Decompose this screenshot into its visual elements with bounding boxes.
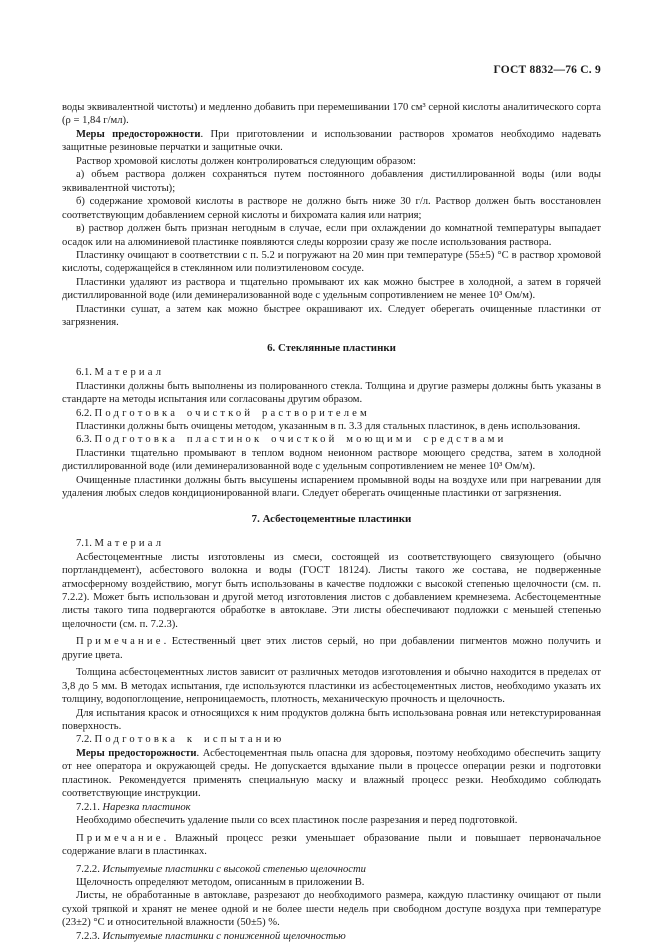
subsection-6-2-heading — [62, 407, 601, 420]
safety-precautions-text: . При приготовлении и использовании растворов хроматов необходимо надевать защитные резиновые перчатки и защитные очки. — [62, 128, 601, 154]
note-text: . Влажный процесс резки уменьшает образование пыли и повышает первоначальное содержание влаги в пластинках. — [62, 832, 601, 858]
subsection-6-1-heading — [62, 366, 601, 379]
subsection-7-1-heading — [62, 537, 601, 550]
safety-precautions-label: Меры предосторожности — [76, 128, 201, 140]
list-item-a: а) объем раствора должен сохраняться путем постоянного добавления дистиллированной воды (или воды эквивалентной чистоты); — [62, 169, 601, 194]
subsection-7-2-3-number: 7.2.3. — [76, 930, 100, 942]
paragraph-6-3-drying: Очищенные пластинки должны быть высушены испарением промывной воды на воздухе или при нагревании для удаления любых следов кондиционированной влаги. Следует оберегать очищенные пластинки от загрязнения. — [62, 474, 601, 500]
subsection-6-1-title: Материал — [94, 367, 165, 379]
document-body — [62, 101, 601, 943]
section-6-heading: 6. Стеклянные пластинки — [267, 341, 396, 354]
paragraph-plate-drying: Пластинки сушат, а затем как можно быстрее окрашивают их. Следует оберегать очищенные пластинки от загрязнения. — [62, 303, 601, 329]
note-sheet-color — [62, 635, 601, 662]
subsection-7-2-2-number: 7.2.2. — [76, 863, 100, 875]
subsection-7-2-title: Подготовка к испытанию — [94, 734, 285, 746]
paragraph-7-2-2-alkalinity-method: Щелочность определяют методом, описанным в приложении В. — [76, 877, 365, 889]
note-text: . Естественный цвет этих листов серый, но при добавлении пигментов можно получить и другие цвета. — [62, 636, 601, 661]
subsection-7-2-2-heading — [62, 863, 601, 876]
subsection-7-2-number: 7.2. — [76, 734, 92, 746]
subsection-7-1-title: Материал — [94, 538, 165, 550]
paragraph-6-1-material: Пластинки должны быть выполнены из полированного стекла. Толщина и другие размеры должны быть указаны в стандарте на методы испытания или согласованы другим образом. — [62, 380, 601, 406]
paragraph-plate-rinsing: Пластинки удаляют из раствора и тщательно промывают их как можно быстрее в холодной, а затем в горячей дистиллированной воде (или деминерализованной воде с удельным сопротивлением не менее 10³ Ом/м). — [62, 276, 601, 302]
subsection-7-2-2-title: Испытуемые пластинки с высокой степенью щелочности — [102, 863, 366, 875]
subsection-6-2-number: 6.2. — [76, 407, 92, 419]
paragraph-6-3-detergent-wash: Пластинки тщательно промывают в теплом водном неионном растворе моющего средства, затем в холодной дистиллированной воде (или деминерализованной воде с удельным сопротивлением не менее 10³ Ом/м). — [62, 447, 601, 473]
subsection-7-2-1-title: Нарезка пластинок — [102, 801, 191, 813]
note-label: Примечание — [76, 832, 164, 844]
subsection-7-2-3-heading — [62, 930, 601, 943]
subsection-6-3-title: Подготовка пластинок очисткой моющими средствами — [94, 434, 507, 446]
paragraph-7-1-surface: Для испытания красок и относящихся к ним продуктов должна быть использована ровная или нетекстурированная поверхность. — [62, 707, 601, 733]
list-item-b: б) содержание хромовой кислоты в растворе не должно быть ниже 30 г/л. Раствор должен быть восстановлен соответствующим добавлением серной кислоты и бихромата калия или натрия; — [62, 196, 601, 221]
section-7-heading: 7. Асбестоцементные пластинки — [251, 512, 412, 525]
paragraph-7-2-1-dust-removal: Необходимо обеспечить удаление пыли со всех пластинок после разрезания и перед подготовкой. — [76, 815, 518, 827]
paragraph-safety-precautions-chromates — [62, 128, 601, 155]
subsection-7-2-3-title: Испытуемые пластинки с пониженной щелочностью — [102, 930, 346, 942]
subsection-7-2-1-number: 7.2.1. — [76, 801, 100, 813]
paragraph-7-2-2-sheet-storage: Листы, не обработанные в автоклаве, разрезают до необходимого размера, каждую пластинку очищают от пыли сухой тряпкой и хранят не менее одной и не более шести недель при свободном доступе воздуха при температуре (23±2) °С и относительной влажности (50±5) %. — [62, 890, 601, 929]
doc-reference-header: ГОСТ 8832—76 С. 9 — [493, 64, 601, 76]
paragraph-6-2-solvent-cleaning: Пластинки должны быть очищены методом, указанным в п. 3.3 для стальных пластинок, в день использования. — [76, 420, 581, 432]
subsection-6-3-number: 6.3. — [76, 434, 92, 446]
paragraph-7-1-material: Асбестоцементные листы изготовлены из смеси, состоящей из соответствующего связующего (обычно портландцемент), асбестового волокна и воды (ГОСТ 18124). Листы такого же состава, не подверженные атмосферному воздействию, могут быть использованы в качестве подложки с высокой степенью щелочности (см. п. 7.2.2). Может быть использован и другой метод изготовления листов с добавлением кремнезема. Асбестоцементные листы такого типа подвергаются обработке в автоклаве. Эти листы обеспечивают подложки с меньшей степенью щелочности (см. п. 7.2.3). — [62, 551, 601, 630]
note-label: Примечание — [76, 636, 164, 648]
subsection-7-2-1-heading — [62, 801, 601, 814]
subsection-6-3-heading — [62, 433, 601, 446]
subsection-7-1-number: 7.1. — [76, 538, 92, 550]
paragraph-7-1-thickness: Толщина асбестоцементных листов зависит от различных методов изготовления и обычно находится в пределах от 3,8 до 5 мм. В методах испытания, где используются пластинки из асбестоцементных листов, необходимо указать их толщину, водопоглощение, непроницаемость, плотность, механическую прочность и щелочность. — [62, 667, 601, 706]
safety-precautions-label: Меры предосторожности — [76, 747, 197, 759]
paragraph-solution-control: Раствор хромовой кислоты должен контролироваться следующим образом: — [76, 155, 416, 167]
paragraph-safety-precautions-asbestos — [62, 747, 601, 801]
paragraph-plate-cleaning: Пластинку очищают в соответствии с п. 5.2 и погружают на 20 мин при температуре (55±5) °С в раствор хромовой кислоты, содержащейся в стеклянном или полиэтиленовом сосуде. — [62, 249, 601, 275]
safety-precautions-text: . Асбестоцементная пыль опасна для здоровья, поэтому необходимо обеспечить защиту от нее оператора и окружающей среды. Не допускается вдыхание пыли в процессе операции резки и подготовки пластинок. Рекомендуется применять специальную маску и влажный процесс резки. Необходимо соблюдать соответствующие инструкции. — [62, 747, 601, 800]
subsection-7-2-heading — [62, 733, 601, 746]
note-wet-cutting — [62, 832, 601, 859]
subsection-6-2-title: Подготовка очисткой растворителем — [94, 407, 370, 419]
subsection-6-1-number: 6.1. — [76, 367, 92, 379]
list-item-v: в) раствор должен быть признан негодным в случае, если при охлаждении до комнатной температуры выпадает осадок или на алюминиевой пластинке появляются следы коррозии сразу же после использования раствора. — [62, 223, 601, 248]
paragraph-intro-continuation: воды эквивалентной чистоты) и медленно добавить при перемешивании 170 см³ серной кислоты аналитического сорта (ρ = 1,84 г/мл). — [62, 102, 601, 127]
